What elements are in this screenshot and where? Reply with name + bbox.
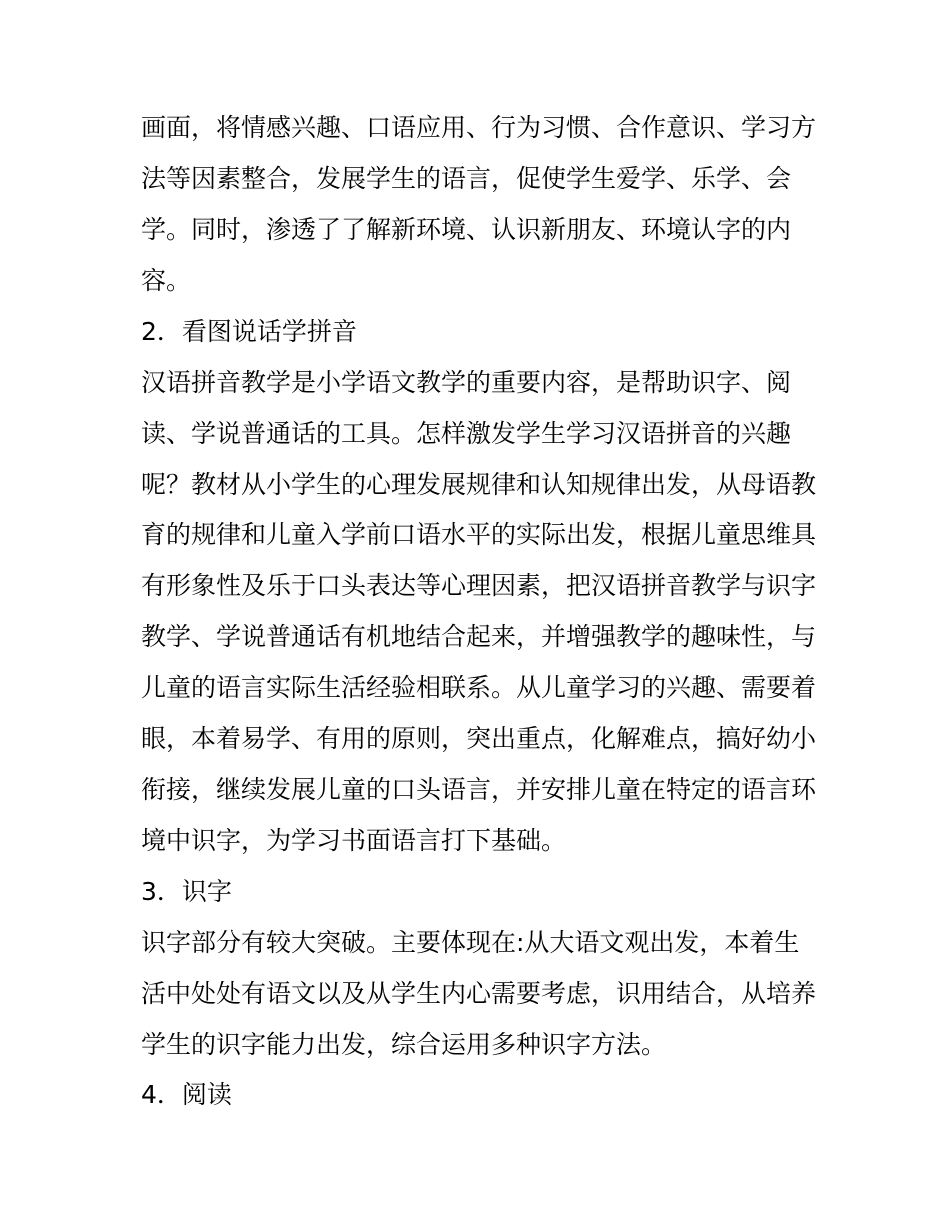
text-line: 育的规律和儿童入学前口语水平的实际出发，根据儿童思维具 [141,520,817,549]
text-line: 汉语拼音教学是小学语文教学的重要内容，是帮助识字、阅 [141,368,792,397]
text-line: 教学、学说普通话有机地结合起来，并增强教学的趣味性，与 [141,622,817,651]
text-line: 衔接，继续发展儿童的口头语言，并安排儿童在特定的语言环 [141,775,817,804]
text-line: 读、学说普通话的工具。怎样激发学生学习汉语拼音的兴趣 [141,419,792,448]
text-line: 儿童的语言实际生活经验相联系。从儿童学习的兴趣、需要着 [141,673,817,702]
text-line: 活中处处有语文以及从学生内心需要考虑，识用结合，从培养 [141,979,817,1008]
section-heading: 3．识字 [141,877,232,906]
text-line: 境中识字，为学习书面语言打下基础。 [141,826,567,855]
text-line: 呢？教材从小学生的心理发展规律和认知规律出发，从母语教 [141,470,817,499]
text-line: 有形象性及乐于口头表达等心理因素，把汉语拼音教学与识字 [141,571,817,600]
text-line: 识字部分有较大突破。主要体现在:从大语文观出发，本着生 [141,928,800,957]
section-heading: 2．看图说话学拼音 [141,317,357,346]
text-line: 学生的识字能力出发，综合运用多种识字方法。 [141,1030,667,1059]
text-line: 学。同时，渗透了了解新环境、认识新朋友、环境认字的内 [141,215,792,244]
text-line: 容。 [141,266,192,295]
text-line: 法等因素整合，发展学生的语言，促使学生爱学、乐学、会 [141,164,792,193]
section-heading: 4．阅读 [141,1080,232,1109]
text-line: 画面，将情感兴趣、口语应用、行为习惯、合作意识、学习方 [141,113,817,142]
text-line: 眼，本着易学、有用的原则，突出重点，化解难点，搞好幼小 [141,724,817,753]
